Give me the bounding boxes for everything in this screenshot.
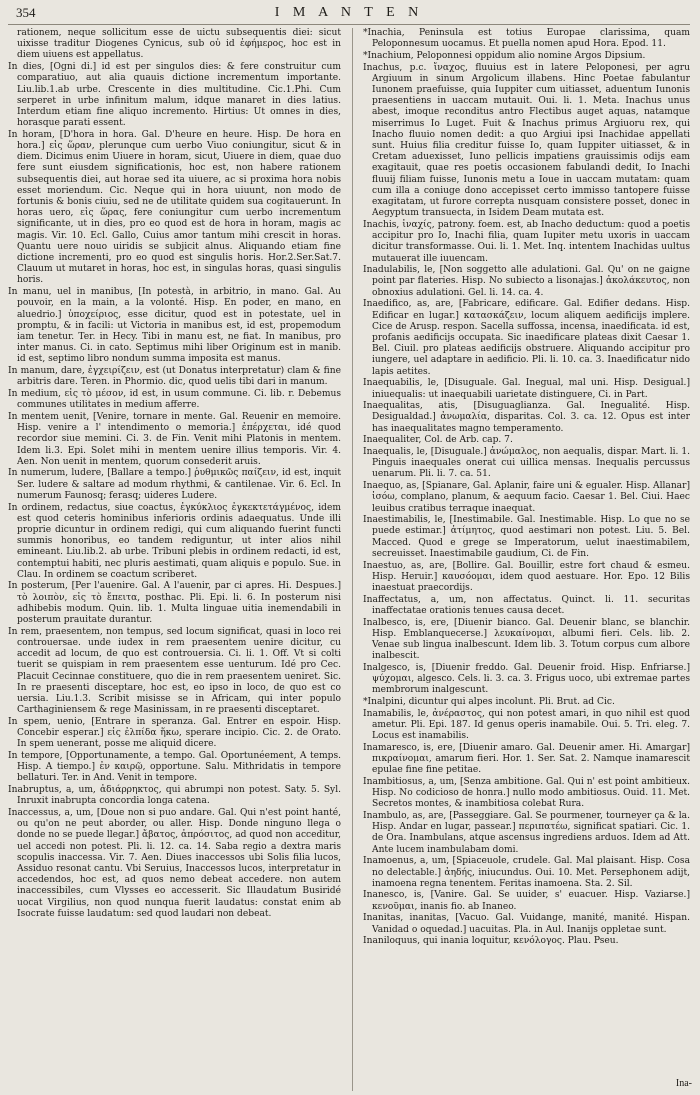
dictionary-entry: Inaestimabilis, le, [Inestimabile. Gal. Inestimable. Hisp. Lo que no se puede estimar.] ἀτίμητος, quod aestimari non potest. Liu. 5. Bel. Macced. Quod e grege se Imperatorum, uelut inaestimabilem, secreuisset. Inaestimabile gaudium, Ci. de Fin.: [363, 515, 690, 559]
dictionary-entry: In manu, uel in manibus, [In potestà, in arbitrio, in mano. Gal. Au pouvoir, en la main, a la volonté. Hisp. En poder, en mano, en aluedrio.] ὑποχείριος, esse dicitur, quod est in potestate, uel in promptu, & in facili: ut Victoria in manibus est, id est, propemodum iam tenetur. Ter. in Hecy. Tibi in manu est, ne fiat. In manibus, pro inter manus. Ci. in cato. Septimus mihi liber Originum est in manib. id est, septimo libro nondum summa imposita est manus.: [8, 287, 341, 365]
dictionary-entry: Inaequo, as, [Spianare, Gal. Aplanir, faire uni & egualer. Hisp. Allanar] ἰσόω, complano, planum, & aequum facio. Caesar 1. Bel. Ciui. Haec leuibus cratibus terraque inaequat.: [363, 481, 690, 514]
catchword: Ina-: [675, 1078, 692, 1089]
running-head: I M A N T E N: [274, 5, 424, 20]
dictionary-entry: Inalbesco, is, ere, [Diuenir bianco. Gal. Deuenir blanc, se blanchir. Hisp. Emblanquecerse.] λευκαίνομαι, albumi fieri. Cels. lib. 2. Venae sub lingua inalbescunt. Idem lib. 3. Totum corpus cum albore inalbescit.: [363, 617, 690, 662]
dictionary-entry: Inaedifico, as, are, [Fabricare, edificare. Gal. Edifier dedans. Hisp. Edificar en lugar.] κατασκάζειν, locum aliquem aedificijs implere. Cice de Arusp. respon. Sacella suffossa, incensa, inaedificata. id est, profanis aedificijs occupata. Sic inaedificare plateas dixit Caesar 1. Bel. Ciuil. pro plateas aedificijs obstruere. Aliquando accipitur pro iungere, uel adaptare in aedificio. Pli. li. 10. ca. 3. Inaedificatur nido lapis aetites.: [363, 299, 690, 377]
left-column: [8, 28, 348, 1091]
dictionary-entry: In ordinem, redactus, siue coactus, ἐγκύκλιος ἐγκεκτετάγμένος, idem est quod ceteris hominibus inferioris ordinis adaequatus. Unde illi proprie dicuntur in ordinem redigi, qui cum aliquando fuerint functi summis honoribus, eo tandem rediguntur, ut inter alios nihil emineant. Liu.lib.2. ab urbe. Tribuni plebis in ordinem redacti, id est, contemptui habiti, nec pluris aestimati, quam aliquis e populo. Sue. in Clau. In ordinem se coactum scriberet.: [8, 502, 341, 580]
dictionary-entry: In rem, praesentem, non tempus, sed locum significat, quasi in loco rei controuersae. unde iudex in rem praesentem uenire dicitur, cu accedit ad locum, de quo est controuersia. Ci. li. 1. Off. Vt si colti tuerit se quispiam in rem praesentem esse uenturum. Idé pro Cec. Placuit Cecinnae constituere, quo die in rem praesentem ueniret. Sic. In re praesenti disceptare, hoc est, eo ipso in loco, de quo est co uersia. Liu.1.3. Scribit misisse se in Africam, qui inter populo Carthaginiensem & rege Masinissam, in re praesenti disceptaret.: [8, 626, 341, 716]
dictionary-entry: Inaequalis, le, [Disuguale.] ἀνώμαλος, non aequalis, dispar. Mart. li. 1. Pinguis inaequales onerat cui uillica mensas. Inequalis percussus uenarum. Pli. li. 7. ca. 51.: [363, 447, 690, 480]
column-divider: [352, 28, 353, 1091]
dictionary-entry: Inaffectatus, a, um, non affectatus. Quinct. li. 11. securitas inaffectatae orationis tenues causa decet.: [363, 594, 690, 616]
dictionary-entry: *Inachia, Peninsula est totius Europae clarissima, quam Peloponnesum uocamus. Et puella nomen apud Hora. Epod. 11.: [363, 28, 690, 50]
dictionary-entry: Inambulo, as, are, [Passeggiare. Gal. Se pourmener, tourneyer ça & la. Hisp. Andar en lugar, passear.] περιπατέω, significat spatiari. Cic. 1. de Ora. Inambulans, atque ascensus ingrediens arduos. Idem ad Att. Ante lucem inambulabam domi.: [363, 811, 690, 855]
dictionary-entry: In medium, εἰς τὸ μέσον, id est, in usum commune. Ci. lib. r. Debemus communes utilitates in medium afferre.: [8, 389, 341, 411]
page-number: 354: [16, 5, 36, 20]
dictionary-entry: In numerum, ludere, [Ballare a tempo.] ῥυθμικῶς παίζειν, id est, inquit Ser. ludere & saltare ad modum rhythmi, & cantilenae. Vir. 6. Ecl. In numerum Faunosq; ferasq; uideres Ludere.: [8, 468, 341, 501]
dictionary-entry: Inamabilis, le, ἀνέραστος, qui non potest amari, in quo nihil est quod ametur. Pli. Epi. 187. Id genus operis inamabile. Oui. 5. Tri. eleg. 7. Locus est inamabilis.: [363, 708, 690, 742]
dictionary-entry: Inabruptus, a, um, ἀδιάρρηκτος, qui abrumpi non potest. Saty. 5. Syl. Inruxit inabrupta concordia longa catena.: [8, 785, 341, 807]
text-columns: [8, 28, 690, 1091]
dictionary-entry: In tempore, [Opportunamente, a tempo. Gal. Oportunéement, A temps. Hisp. A tiempo.] ἐν καιρῷ, opportune. Salu. Mithridatis in tempore bellaturi. Ter. in And. Venit in tempore.: [8, 751, 341, 784]
dictionary-entry: Inaccessus, a, um, [Doue non si puo andare. Gal. Qui n'est point hanté, ou qu'on ne peut aborder, ou aller. Hisp. Donde ninguno llega o donde no se puede llegar.] ἄβατος, ἀπρόσιτος, ad quod non acceditur, uel accedi non potest. Pli. li. 12. ca. 14. Saba regio a dextra maris scopulis inaccessa. Vir. 7. Aen. Diues inaccessos ubi Solis filia lucos, Assiduo resonat cantu. Vbi Seruius, Inaccessos lucos, interpretatur in accedendos, hoc est, ad quos nemo debeat accedere. non autem inaccessibiles, cum Vlysses eo accesserit. Sic Illaudatum Busiridé uocat Virgilius, non quod nunqua fuerit laudatus: constat enim ab Isocrate fuisse laudatum: sed quod laudari non debeat.: [8, 808, 341, 919]
page-header: [8, 4, 690, 25]
right-column: [357, 28, 690, 1091]
dictionary-entry: In dies, [Ogni di.] id est per singulos dies: & fere construitur cum comparatiuo, aut alia quauis dictione incrementum importante. Liu.lib.1.ab urbe. Crescente in dies multitudine. Cic.1.Phi. Cum serperet in urbe infinitum malum, idque manaret in dies latius. Interdum etiam fine aliquo incremento. Hirtius: Ut omnes in dies, horasque parati essent.: [8, 62, 341, 129]
dictionary-entry: In posterum, [Per l'auenire. Gal. A l'auenir, par ci apres. Hi. Despues.] τὸ λοιπὸν, εἰς τὸ ἔπειτα, posthac. Pli. Epi. li. 6. In posterum nisi adhibebis modum. Quin. lib. 1. Multa linguae uitia inemendabili in posterum prauitate durantur.: [8, 581, 341, 626]
dictionary-entry: In spem, uenio, [Entrare in speranza. Gal. Entrer en espoir. Hisp. Concebir esperar.] εἰς ἐλπίδα ἥκω, sperare incipio. Cic. 2. de Orato. In spem uenerant, posse me aliquid dicere.: [8, 716, 341, 750]
dictionary-entry: Inachus, p.c. ἴναχος, fluuius est in latere Peloponesi, per agru Argiuum in sinum Argolicum illabens. Hinc Poetae fabulantur Iunonem praefuisse, quia Iuppiter cum uitiasset, aduentum Iunonis praesentiens in uaccam mutauit. Oui. li. 1. Meta. Inachus unus abest, imoque reconditus antro Flectibus auget aquas, natamque miserrimus Io Luget. Fuit & Inachus primus Argiuoru rex, qui Inacho fluuio nomen dedit: a quo Argiui ipsi Inachidae appellati sunt. Huius filia creditur fuisse Io, quam Iuppiter uitiasset, & in Cretam aduexisset, Iuno pellicis impatiens grauissimis odijs eam exagitauit, quae res poetis occasionem fabulandi dedit, Io Inachi fluuij filiam fuisse, Iunonis metu a Ioue in uaccam mutatam: quam cum illa a coniuge dono accepisset certo immisso tantopere fuisse exagitatam, ut furore correpta nusquam consistere posset, donec in Aegyptum transuecta, in Isidem Deam mutata est.: [363, 62, 690, 219]
dictionary-entry: Inaequaliter, Col. de Arb. cap. 7.: [363, 435, 513, 446]
dictionary-entry: In mentem uenit, [Venire, tornare in mente. Gal. Reuenir en memoire. Hisp. venire a l' intendimento o memoria.] ἐπέρχεται, idé quod recordor siue memini. Ci. 3. de Fin. Venit mihi Platonis in mentem. Idem li.3. Epi. Solet mihi in mentem uenire illius temporis. Vir. 4. Aen. Non uenit in mentem, quorum consederit aruis.: [8, 411, 341, 467]
dictionary-entry: Inaniloquus, qui inania loquitur, κενόλογος. Plau. Pseu.: [363, 936, 619, 947]
dictionary-entry: Inamoenus, a, um, [Spiaceuole, crudele. Gal. Mal plaisant. Hisp. Cosa no delectable.] ἀηδής, iniucundus. Oui. 10. Met. Persephonem adijt, inamoena regna tenentem. Feritas inamoena. Sta. 2. Sil.: [363, 856, 690, 889]
dictionary-entry: Inaestuo, as, are, [Bollire. Gal. Bouillir, estre fort chaud & esmeu. Hisp. Heruir.] καυσόομαι, idem quod aestuare. Hor. Epo. 12 Bilis inaestuat praecordijs.: [363, 560, 690, 593]
dictionary-entry: In manum, dare, ἐγχειρίζειν, est (ut Donatus interpretatur) clam & fine arbitris dare. Teren. in Phormio. dic, quod uelis tibi dari in manum.: [8, 366, 341, 388]
dictionary-entry: Inaequalitas, atis, [Disuguaglianza. Gal. Inegualité. Hisp. Desigualdad.] ἀνωμαλία, disparitas. Col. 3. ca. 12. Opus est inter has inaequalitates magno temperamento.: [363, 401, 690, 434]
dictionary-entry: *Inachium, Peloponnesi oppidum alio nomine Argos Dipsium.: [363, 50, 646, 61]
dictionary-entry: Inanitas, inanitas, [Vacuo. Gal. Vuidange, manité, manité. Hispan. Vanidad o oquedad.] uacuitas. Pla. in Aul. Inanijs oppletae sunt.: [363, 913, 690, 935]
dictionary-entry: Inamaresco, is, ere, [Diuenir amaro. Gal. Deuenir amer. Hi. Amargar] πικραίνομαι, amarum fieri. Hor. 1. Ser. Sat. 2. Namque inamarescit epulae fine fine petitae.: [363, 742, 690, 776]
dictionary-entry: In horam, [D'hora in hora. Gal. D'heure en heure. Hisp. De hora en hora.] εἰς ὥραν, plerunque cum uerbo Viuo coniungitur, sicut & in diem. Dicimus enim Uiuere in horam, sicut, Uiuere in diem, quae duo fere sunt eiusdem significationis, hoc est, non habere rationem subsequentis diei, aut horae sed ita uiuere, ac si proxima hora nobis esset moriendum. Cic. Neque qui in hora uiuunt, non modo de fortunis & bonis ciuiu, sed ne de utilitate quidem sua cogitauerunt. In horas uero, εἰς ὥρας, fere coniungitur cum uerbo incrementum significante, ut in dies, pro eo quod est de hora in horam, magis ac magis. Vir. 10. Ecl. Gallo, Cuius amor tantum mihi crescit in horas. Quantu uere nouo uiridis se subjicit alnus. Aliquando etiam fine dictione incrementi, pro eo quod est singulis horis. Hor.2.Ser.Sat.7. Clauum ut mutaret in horas, hoc est, in singulas horas, quasi singulis horis.: [8, 129, 341, 286]
dictionary-entry: Inalgesco, is, [Diuenir freddo. Gal. Deuenir froid. Hisp. Enfriarse.] ψύχομαι, algesco. Cels. li. 3. ca. 3. Frigus uoco, ubi extremae partes membrorum inalgescunt.: [363, 662, 690, 696]
dictionary-entry: Inambitiosus, a, um, [Senza ambitione. Gal. Qui n' est point ambitieux. Hisp. No codicioso de honra.] nullo modo ambitiosus. Ouid. 11. Met. Secretos montes, & inambitiosa colebat Rura.: [363, 776, 690, 810]
dictionary-entry: *Inalpini, dicuntur qui alpes incolunt. Pli. Brut. ad Cic.: [363, 696, 615, 707]
dictionary-entry: rationem, neque sollicitum esse de uictu subsequentis diei: sicut uixisse traditur Diogenes Cynicus, sub οὐ id ἐφήμερος, hoc est in diem uiuens est appellatus.: [17, 28, 341, 61]
dictionary-entry: Inanesco, is, [Vanire. Gal. Se uuider, s' euacuer. Hisp. Vaziarse.] κενοῦμαι, inanis fio. ab Inaneo.: [363, 890, 690, 912]
dictionary-entry: Inadulabilis, le, [Non soggetto alle adulationi. Gal. Qu' on ne gaigne point par flateries. Hisp. No subiecto a lisonajas.] ἀκολάκευτος, non obnoxius adulationi. Gel. li. 14. ca. 4.: [363, 265, 690, 298]
dictionary-entry: Inachis, ἰναχίς, patrony. foem. est, ab Inacho deductum: quod a poetis accipitur pro Io, Inachi filia, quam Iupiter metu uxoris in uaccam dicitur transformasse. Oui. li. 1. Met. Inq. intentem Inachidas uultus mutauerat ille iuuencam.: [363, 219, 690, 264]
dictionary-entry: Inaequabilis, le, [Disuguale. Gal. Inegual, mal uni. Hisp. Desigual.] iniuequalis: ut inaequabili uarietate distinguere, Ci. in Part.: [363, 378, 690, 400]
